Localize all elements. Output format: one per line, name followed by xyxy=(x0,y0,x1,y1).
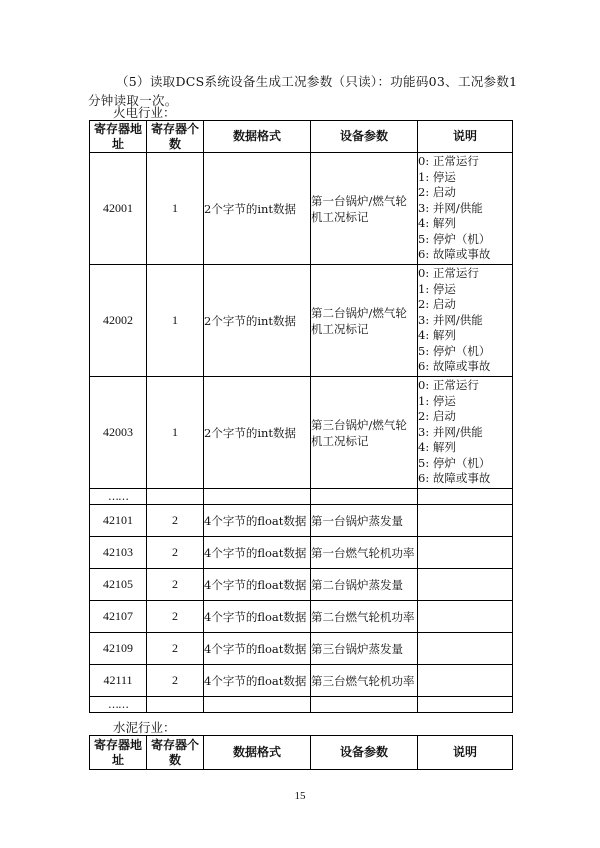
device-parameter: 第三台锅炉/燃气轮机工况标记 xyxy=(311,377,418,489)
register-address: 42001 xyxy=(90,153,147,265)
register-count: 2 xyxy=(147,665,204,697)
status-code-item: 1: 停运 xyxy=(418,281,456,296)
ellipsis: …… xyxy=(90,697,147,713)
status-description-list xyxy=(418,377,513,489)
empty-cell xyxy=(204,697,311,713)
status-code-item: 4: 解列 xyxy=(418,440,456,455)
empty-cell xyxy=(204,489,311,505)
data-format: 2个字节的int数据 xyxy=(204,265,311,377)
status-code-item: 6: 故障或事故 xyxy=(418,247,491,262)
device-parameter: 第一台锅炉蒸发量 xyxy=(311,505,418,537)
status-code-item: 0: 正常运行 xyxy=(418,378,479,393)
register-count: 1 xyxy=(147,377,204,489)
empty-cell xyxy=(147,489,204,505)
data-format: 2个字节的int数据 xyxy=(204,153,311,265)
data-format: 4个字节的float数据 xyxy=(204,633,311,665)
status-code-item: 4: 解列 xyxy=(418,328,456,343)
table-row xyxy=(90,377,513,489)
status-code-item: 5: 停炉（机） xyxy=(418,455,491,470)
header-description: 说明 xyxy=(418,121,513,153)
intro-paragraph: （5）读取DCS系统设备生成工况参数（只读）：功能码03、工况参数1分钟读取一次。 xyxy=(88,74,518,108)
register-count: 2 xyxy=(147,633,204,665)
status-description-list xyxy=(418,265,513,377)
header-device-parameter: 设备参数 xyxy=(311,121,418,153)
table-row xyxy=(90,265,513,377)
header-register-count: 寄存器个数 xyxy=(147,736,204,770)
description xyxy=(418,505,513,537)
status-code-item: 5: 停炉（机） xyxy=(418,343,491,358)
status-code-item: 2: 启动 xyxy=(418,185,456,200)
table-row xyxy=(90,569,513,601)
table-header-row xyxy=(90,736,513,770)
status-code-item: 3: 并网/供能 xyxy=(418,424,483,439)
status-code-item: 4: 解列 xyxy=(418,216,456,231)
table-header-row xyxy=(90,121,513,153)
header-description: 说明 xyxy=(418,736,513,770)
register-address: 42107 xyxy=(90,601,147,633)
header-register-count: 寄存器个数 xyxy=(147,121,204,153)
register-address: 42002 xyxy=(90,265,147,377)
status-code-item: 3: 并网/供能 xyxy=(418,200,483,215)
header-data-format: 数据格式 xyxy=(204,736,311,770)
status-code-item: 1: 停运 xyxy=(418,393,456,408)
description xyxy=(418,569,513,601)
data-format: 4个字节的float数据 xyxy=(204,505,311,537)
register-address: 42101 xyxy=(90,505,147,537)
ellipsis-row xyxy=(90,697,513,713)
register-count: 2 xyxy=(147,537,204,569)
device-parameter: 第二台锅炉蒸发量 xyxy=(311,569,418,601)
table-row xyxy=(90,505,513,537)
status-code-item: 5: 停炉（机） xyxy=(418,231,491,246)
empty-cell xyxy=(418,697,513,713)
status-description-list xyxy=(418,153,513,265)
device-parameter: 第一台燃气轮机功率 xyxy=(311,537,418,569)
header-data-format: 数据格式 xyxy=(204,121,311,153)
register-address: 42103 xyxy=(90,537,147,569)
ellipsis: …… xyxy=(90,489,147,505)
data-format: 4个字节的float数据 xyxy=(204,601,311,633)
device-parameter: 第二台锅炉/燃气轮机工况标记 xyxy=(311,265,418,377)
register-count: 1 xyxy=(147,265,204,377)
register-address: 42109 xyxy=(90,633,147,665)
cement-register-table xyxy=(89,735,513,770)
table-row xyxy=(90,153,513,265)
empty-cell xyxy=(311,489,418,505)
status-code-item: 2: 启动 xyxy=(418,409,456,424)
register-address: 42003 xyxy=(90,377,147,489)
status-code-item: 0: 正常运行 xyxy=(418,154,479,169)
thermal-section-label: 火电行业： xyxy=(113,105,176,120)
register-count: 2 xyxy=(147,505,204,537)
status-code-item: 2: 启动 xyxy=(418,297,456,312)
status-code-item: 1: 停运 xyxy=(418,169,456,184)
empty-cell xyxy=(418,489,513,505)
table-row xyxy=(90,537,513,569)
description xyxy=(418,665,513,697)
device-parameter: 第一台锅炉/燃气轮机工况标记 xyxy=(311,153,418,265)
empty-cell xyxy=(311,697,418,713)
register-count: 2 xyxy=(147,601,204,633)
empty-cell xyxy=(147,697,204,713)
page-number: 15 xyxy=(294,790,306,802)
table-row xyxy=(90,665,513,697)
register-address: 42111 xyxy=(90,665,147,697)
status-code-item: 6: 故障或事故 xyxy=(418,471,491,486)
header-register-address: 寄存器地址 xyxy=(90,736,147,770)
description xyxy=(418,537,513,569)
register-count: 2 xyxy=(147,569,204,601)
table-row xyxy=(90,633,513,665)
data-format: 4个字节的float数据 xyxy=(204,665,311,697)
device-parameter: 第二台燃气轮机功率 xyxy=(311,601,418,633)
status-code-item: 0: 正常运行 xyxy=(418,266,479,281)
device-parameter: 第三台锅炉蒸发量 xyxy=(311,633,418,665)
register-count: 1 xyxy=(147,153,204,265)
table-row xyxy=(90,601,513,633)
data-format: 2个字节的int数据 xyxy=(204,377,311,489)
thermal-register-table xyxy=(89,120,513,713)
header-register-address: 寄存器地址 xyxy=(90,121,147,153)
register-address: 42105 xyxy=(90,569,147,601)
status-code-item: 3: 并网/供能 xyxy=(418,312,483,327)
cement-section-label: 水泥行业： xyxy=(113,720,176,735)
header-device-parameter: 设备参数 xyxy=(311,736,418,770)
data-format: 4个字节的float数据 xyxy=(204,537,311,569)
data-format: 4个字节的float数据 xyxy=(204,569,311,601)
status-code-item: 6: 故障或事故 xyxy=(418,359,491,374)
device-parameter: 第三台燃气轮机功率 xyxy=(311,665,418,697)
description xyxy=(418,601,513,633)
description xyxy=(418,633,513,665)
ellipsis-row xyxy=(90,489,513,505)
